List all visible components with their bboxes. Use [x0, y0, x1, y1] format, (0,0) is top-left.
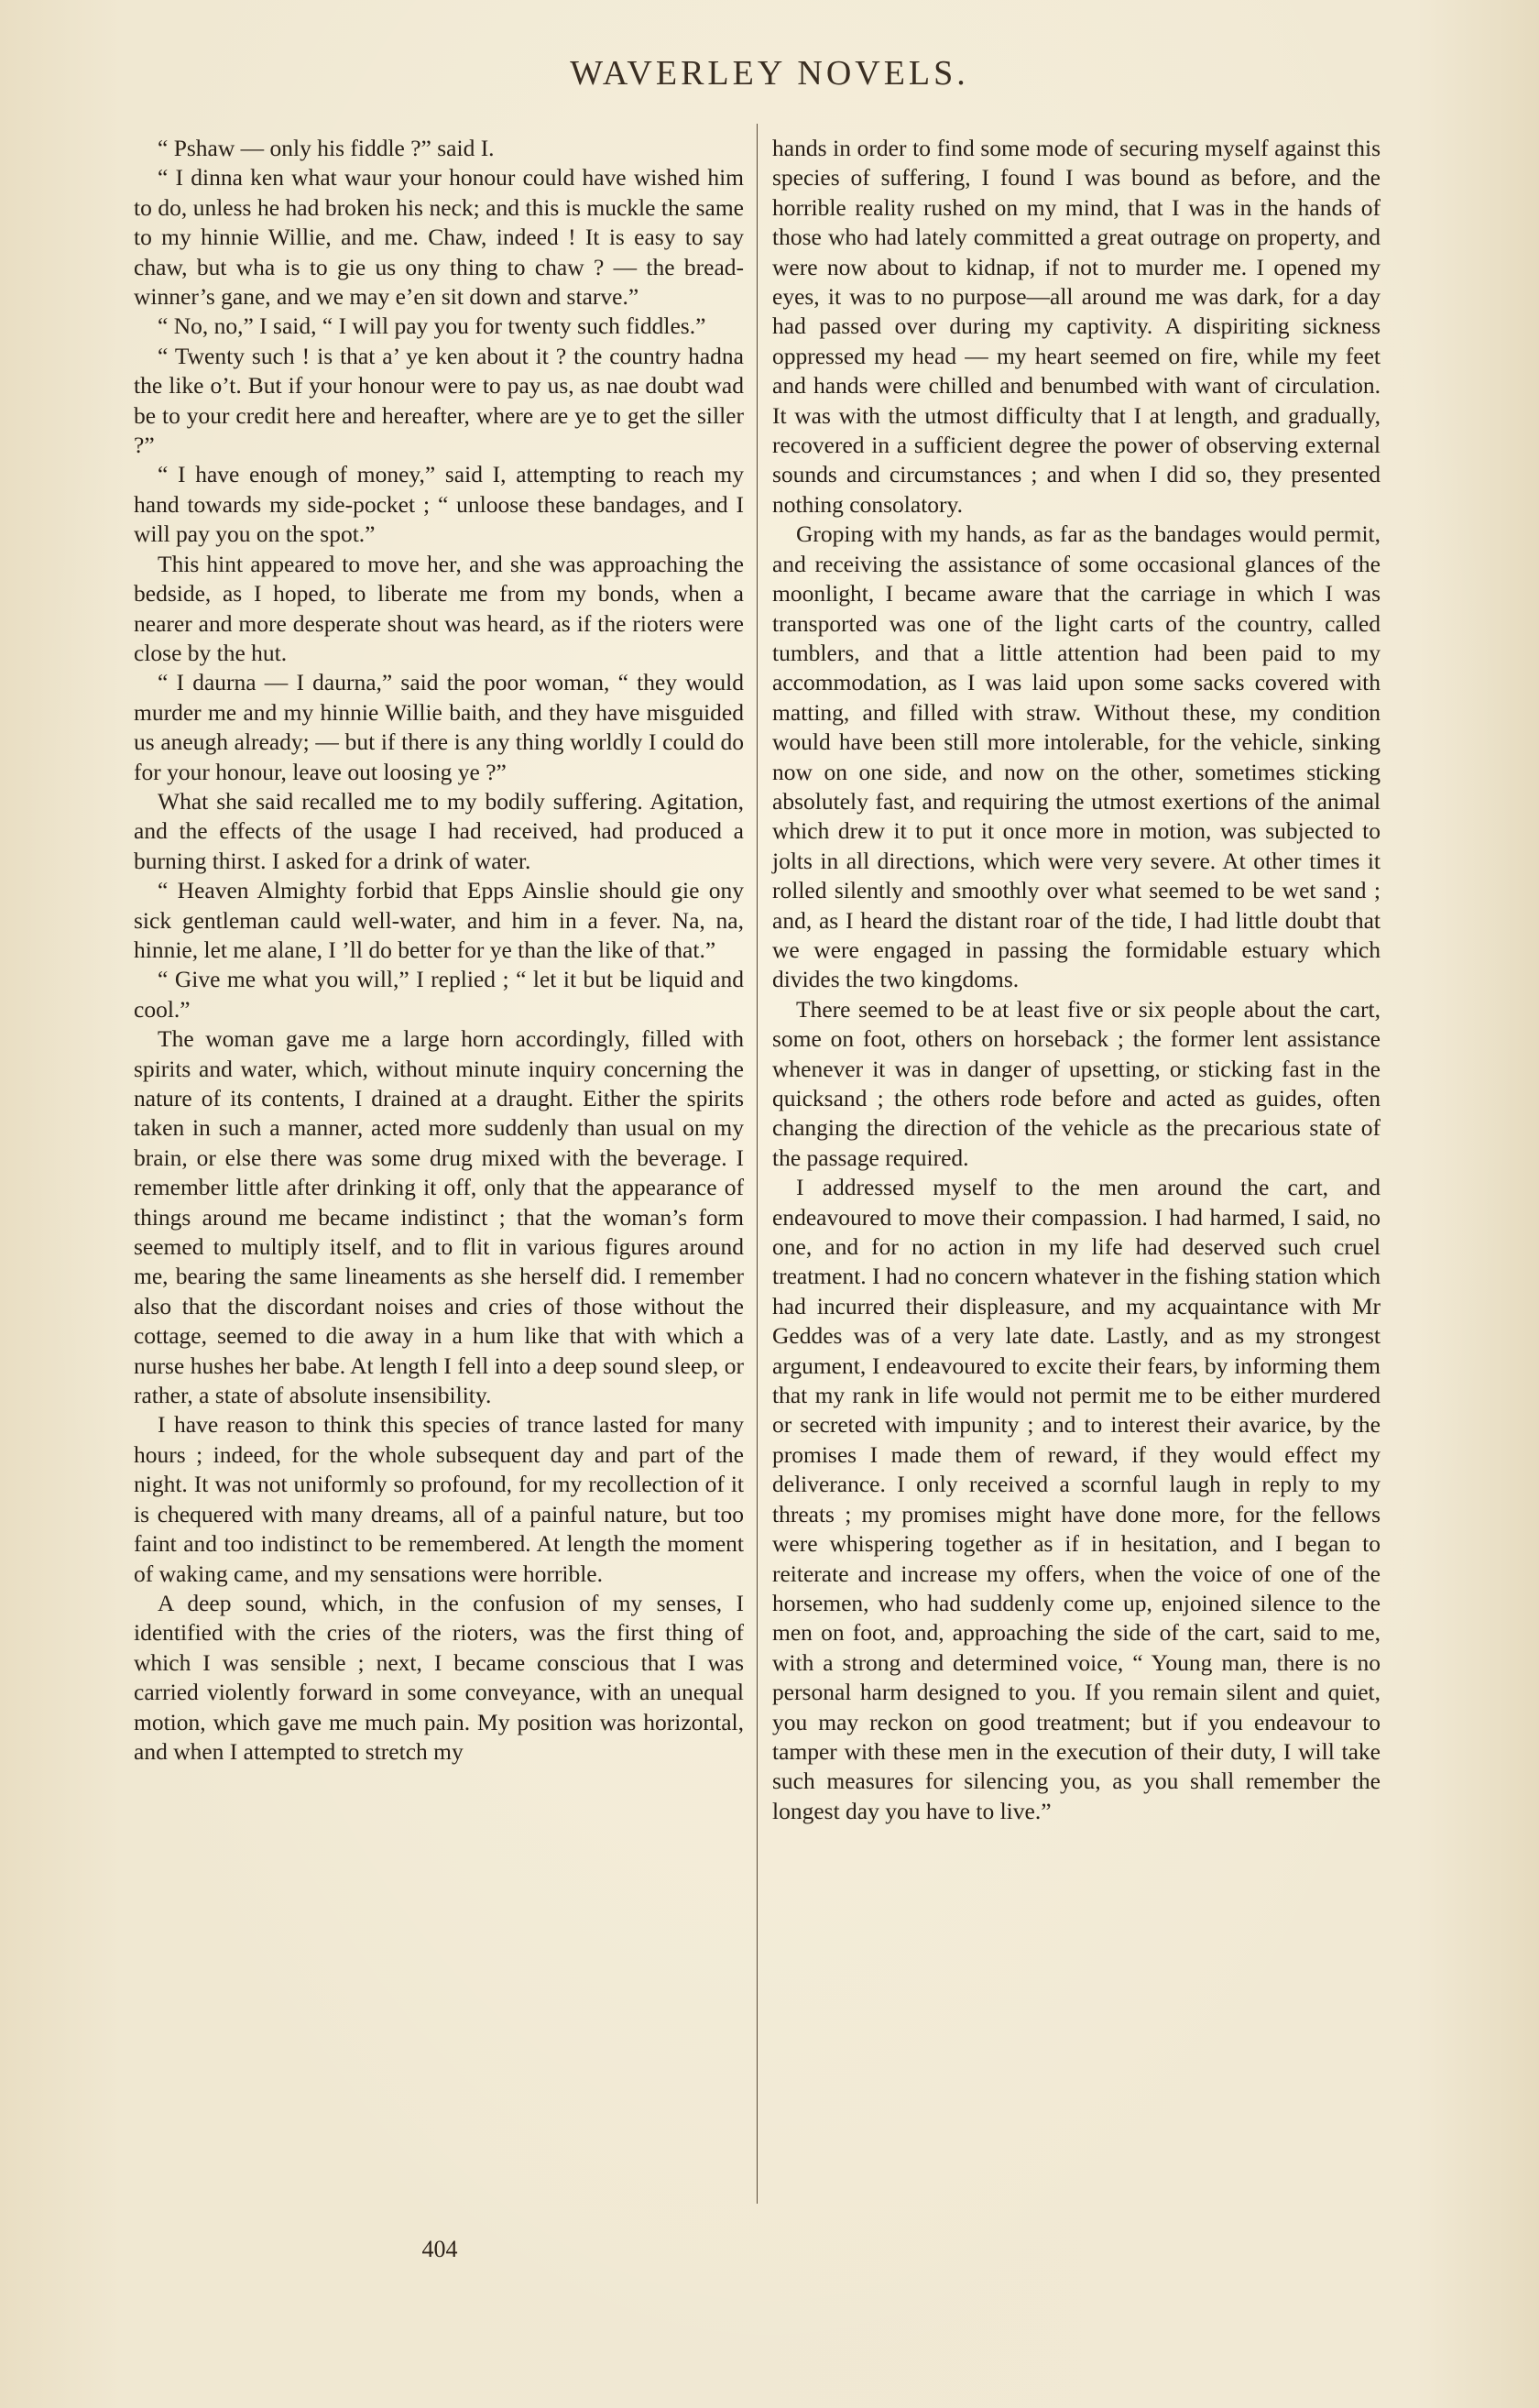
paragraph: The woman gave me a large horn accordingly, filled with spirits and water, which, without minute inquiry concerning the nature of its contents, I drained at a draught. Either the spirits taken in such a manner, acted more suddenly than usual on my brain, or else there was some drug mixed with the beverage. I remember little after drinking it off, only that the appearance of things around me became indistinct ; that the woman’s form seemed to multiply itself, and to flit in various figures around me, bearing the same lineaments as she herself did. I remember also that the discordant noises and cries of those without the cottage, seemed to die away in a hum like that with which a nurse hushes her babe. At length I fell into a deep sound sleep, or rather, a state of absolute insensibility.: [134, 1025, 744, 1409]
left-column: [134, 134, 744, 1767]
column-divider: [757, 124, 758, 2204]
page-number: 404: [421, 2236, 458, 2262]
running-head: WAVERLEY NOVELS.: [570, 54, 969, 93]
paragraph: “ No, no,” I said, “ I will pay you for twenty such fiddles.”: [158, 312, 706, 340]
paragraph: I have reason to think this species of trance lasted for many hours ; indeed, for the whole subsequent day and part of the night. It was not uniformly so profound, for my recollection of it is chequered with many dreams, all of a painful nature, but too faint and too indistinct to be remembered. At length the moment of waking came, and my sensations were horrible.: [134, 1411, 744, 1587]
paragraph: “ I dinna ken what waur your honour could have wished him to do, unless he had broken his neck; and this is muckle the same to my hinnie Willie, and me. Chaw, indeed ! It is easy to say chaw, but wha is to gie us ony thing to chaw ? — the bread-winner’s gane, and we may e’en sit down and starve.”: [134, 164, 744, 311]
paragraph: There seemed to be at least five or six people about the cart, some on foot, others on horseback ; the former lent assistance whenever it was in danger of upsetting, or sticking fast in the quicksand ; the others rode before and acted as guides, often changing the direction of the vehicle as the precarious state of the passage required.: [772, 995, 1381, 1171]
paragraph: This hint appeared to move her, and she was approaching the bedside, as I hoped, to liberate me from my bonds, when a nearer and more desperate shout was heard, as if the rioters were close by the hut.: [134, 550, 744, 666]
paragraph: “ I have enough of money,” said I, attempting to reach my hand towards my side-pocket ; “ unloose these bandages, and I will pay you on the spot.”: [134, 461, 744, 548]
paragraph: “ I daurna — I daurna,” said the poor woman, “ they would murder me and my hinnie Willie baith, and they have misguided us aneugh already; — but if there is any thing worldly I could do for your honour, leave out loosing ye ?”: [134, 669, 744, 785]
paragraph: I addressed myself to the men around the cart, and endeavoured to move their compassion. I had harmed, I said, no one, and for no action in my life had deserved such cruel treatment. I had no concern whatever in the fishing station which had incurred their displeasure, and my acquaintance with Mr Geddes was of a very late date. Lastly, and as my strongest argument, I endeavoured to excite their fears, by informing them that my rank in life would not permit me to be either murdered or secreted with impunity ; and to interest their avarice, by the promises I made them of reward, if they would effect my deliverance. I only received a scornful laugh in reply to my threats ; my promises might have done more, for the fellows were whispering together as if in hesitation, and I began to reiterate and increase my offers, when the voice of one of the horsemen, who had suddenly come up, enjoined silence to the men on foot, and, approaching the side of the cart, said to me, with a strong and determined voice, “ Young man, there is no personal harm designed to you. If you remain silent and quiet, you may reckon on good treatment; but if you endeavour to tamper with these men in the execution of their duty, I will take such measures for silencing you, as you shall remember the longest day you have to live.”: [772, 1174, 1381, 1824]
paragraph: “ Twenty such ! is that a’ ye ken about it ? the country hadna the like o’t. But if your honour were to pay us, as nae doubt wad be to your credit here and hereafter, where are ye to get the siller ?”: [134, 342, 744, 459]
paragraph: “ Heaven Almighty forbid that Epps Ainslie should gie ony sick gentleman cauld well-water, and him in a fever. Na, na, hinnie, let me alane, I ’ll do better for ye than the like of that.”: [134, 877, 744, 963]
paragraph: A deep sound, which, in the confusion of my senses, I identified with the cries of the rioters, was the first thing of which I was sensible ; next, I became conscious that I was carried violently forward in some conveyance, with an unequal motion, which gave me much pain. My position was horizontal, and when I attempted to stretch my: [134, 1589, 744, 1765]
paragraph: What she said recalled me to my bodily suffering. Agitation, and the effects of the usage I had received, had produced a burning thirst. I asked for a drink of water.: [134, 787, 744, 874]
paragraph: “ Give me what you will,” I replied ; “ let it but be liquid and cool.”: [134, 966, 744, 1023]
paragraph: hands in order to find some mode of securing myself against this species of suffering, I found I was bound as before, and the horrible reality rushed on my mind, that I was in the hands of those who had lately committed a great outrage on property, and were now about to kidnap, if not to murder me. I opened my eyes, it was to no purpose—all around me was dark, for a day had passed over during my captivity. A dispiriting sickness oppressed my head — my heart seemed on fire, while my feet and hands were chilled and benumbed with want of circulation. It was with the utmost difficulty that I at length, and gradually, recovered in a sufficient degree the power of observing external sounds and circumstances ; and when I did so, they presented nothing consolatory.: [772, 135, 1381, 518]
paragraph: “ Pshaw — only his fiddle ?” said I.: [158, 135, 495, 161]
paragraph: Groping with my hands, as far as the bandages would permit, and receiving the assistance of some occasional glances of the moonlight, I became aware that the carriage in which I was transported was one of the light carts of the country, called tumblers, and that a little attention had been paid to my accommodation, as I was laid upon some sacks covered with matting, and filled with straw. Without these, my condition would have been still more intolerable, for the vehicle, sinking now on one side, and now on the other, sometimes sticking absolutely fast, and requiring the utmost exertions of the animal which drew it to put it once more in motion, was subjected to jolts in all directions, which were very severe. At other times it rolled silently and smoothly over what seemed to be wet sand ; and, as I heard the distant roar of the tide, I had little doubt that we were engaged in passing the formidable estuary which divides the two kingdoms.: [772, 520, 1381, 993]
right-column: [772, 134, 1381, 1826]
